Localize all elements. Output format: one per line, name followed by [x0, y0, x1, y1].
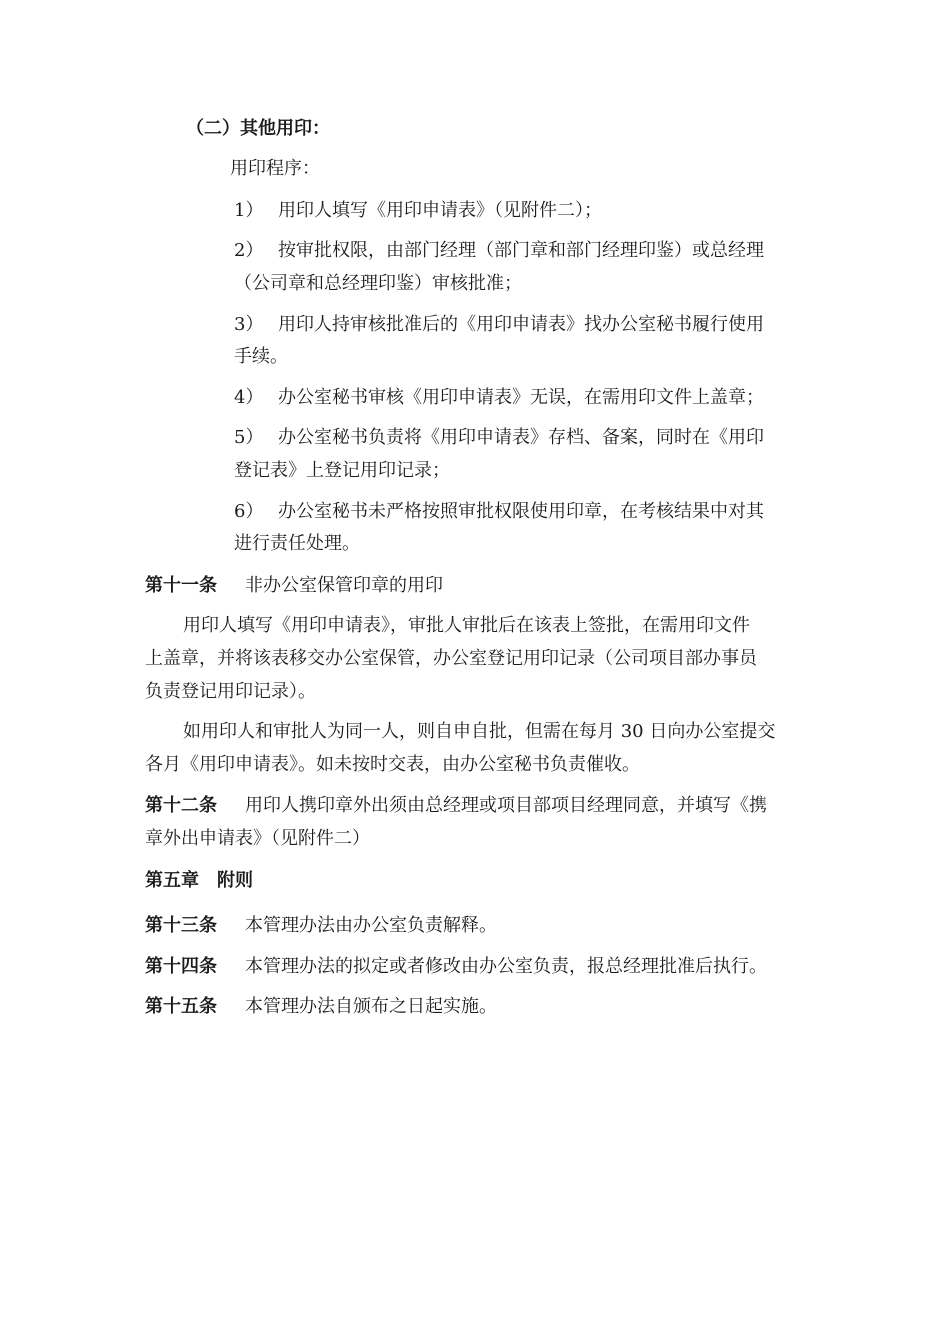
- article-label: 第十一条: [145, 575, 217, 596]
- step-5-cont: 登记表》上登记用印记录；: [234, 460, 450, 481]
- article-15: [145, 995, 497, 1019]
- step-text: 用印人填写《用印申请表》（见附件二）；: [278, 200, 602, 221]
- article-12-line-1: [145, 794, 767, 818]
- article-label: 第十四条: [145, 956, 217, 977]
- article-label: 第十二条: [145, 795, 217, 816]
- step-6-cont: 进行责任处理。: [234, 533, 360, 554]
- article-14: [145, 955, 767, 979]
- step-2: [234, 239, 764, 263]
- article-11-para-1-line-2: 上盖章，并将该表移交办公室保管，办公室登记用印记录（公司项目部办事员: [145, 648, 757, 669]
- step-text: 用印人持审核批准后的《用印申请表》找办公室秘书履行使用: [278, 314, 764, 335]
- article-11-para-1-line-1: 用印人填写《用印申请表》，审批人审批后在该表上签批，在需用印文件: [183, 615, 750, 636]
- step-number: 3）: [234, 314, 264, 335]
- step-text: 办公室秘书未严格按照审批权限使用印章，在考核结果中对其: [278, 501, 764, 522]
- step-6: [234, 500, 764, 524]
- article-title: 非办公室保管印章的用印: [245, 575, 443, 596]
- article-label: 第十五条: [145, 996, 217, 1017]
- step-4: [234, 386, 764, 410]
- article-11-heading: [145, 574, 443, 598]
- step-text: 办公室秘书负责将《用印申请表》存档、备案，同时在《用印: [278, 427, 764, 448]
- step-2-cont: （公司章和总经理印鉴）审核批准；: [234, 273, 522, 294]
- step-number: 5）: [234, 427, 264, 448]
- procedure-label: 用印程序：: [230, 158, 320, 179]
- section-title: （二）其他用印：: [186, 118, 330, 139]
- step-number: 1）: [234, 200, 264, 221]
- article-text: 本管理办法由办公室负责解释。: [245, 915, 497, 936]
- article-11-para-1-line-3: 负责登记用印记录）。: [145, 681, 316, 702]
- article-text: 用印人携印章外出须由总经理或项目部项目经理同意，并填写《携: [245, 795, 767, 816]
- article-text: 本管理办法自颁布之日起实施。: [245, 996, 497, 1017]
- step-text: 按审批权限，由部门经理（部门章和部门经理印鉴）或总经理: [278, 240, 764, 261]
- step-3-cont: 手续。: [234, 346, 288, 367]
- chapter-heading: 第五章 附则: [145, 870, 253, 891]
- article-12-line-2: 章外出申请表》（见附件二）: [145, 828, 370, 849]
- step-5: [234, 426, 764, 450]
- step-number: 4）: [234, 387, 264, 408]
- step-1: [234, 199, 602, 223]
- step-number: 6）: [234, 501, 264, 522]
- step-text: 办公室秘书审核《用印申请表》无误，在需用印文件上盖章；: [278, 387, 764, 408]
- step-3: [234, 313, 764, 337]
- article-text: 本管理办法的拟定或者修改由办公室负责，报总经理批准后执行。: [245, 956, 767, 977]
- article-11-para-2-line-2: 各月《用印申请表》。如未按时交表，由办公室秘书负责催收。: [145, 754, 640, 775]
- article-13: [145, 914, 497, 938]
- article-label: 第十三条: [145, 915, 217, 936]
- step-number: 2）: [234, 240, 264, 261]
- article-11-para-2-line-1: 如用印人和审批人为同一人，则自申自批，但需在每月 30 日向办公室提交: [183, 721, 776, 742]
